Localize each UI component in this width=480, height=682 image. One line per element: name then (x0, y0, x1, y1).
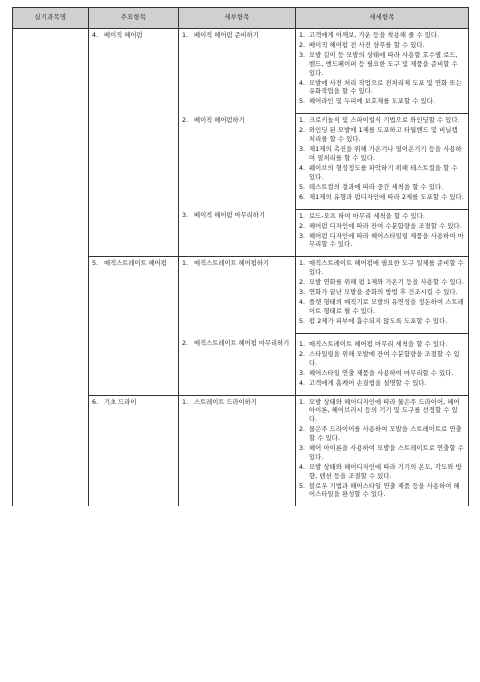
detail-item (299, 146, 465, 164)
detail-item (299, 299, 465, 317)
detail-item-text: 물은주 드라이어를 사용하여 모발을 스트레이트로 연출할 수 있다. (309, 426, 462, 442)
major-item-text: 베이직 헤어펌 (104, 32, 143, 39)
header-detail-item: 세세항목 (296, 8, 469, 29)
sub-item-cell: 2. 매직스트레이트 헤어펌 마무리하기 (179, 333, 296, 395)
detail-item-text: 고객에게 홈케어 손질법을 설명할 수 있다. (309, 379, 427, 387)
detail-item (299, 279, 465, 288)
detail-item-text: 모발 길이 등 모발의 상태에 따라 사용할 호수별 로드, 밴드, 엔드페이퍼 등 필요한 도구 및 제품을 준비할 수 있다. (309, 51, 458, 77)
detail-item (299, 233, 465, 251)
detail-item (299, 42, 465, 51)
detail-item-cell (296, 395, 469, 506)
detail-item-text: 스타일링을 위해 모발에 잔여 수분함량을 조절할 수 있다. (309, 350, 460, 367)
header-sub-item: 세부항목 (179, 8, 296, 29)
detail-item-cell (296, 209, 469, 257)
detail-item (299, 223, 465, 232)
detail-item-text: 헤어 아이론을 사용하여 모발을 스트레이트로 연출할 수 있다. (309, 444, 464, 461)
detail-item-text: 웨이브의 형성정도를 파악하기 위해 테스트컬을 할 수 있다. (309, 164, 458, 181)
major-item-cell: 5. 매직스트레이트 헤어펌 (89, 257, 179, 334)
detail-item-number: 1. (299, 340, 306, 348)
detail-item (299, 165, 465, 183)
detail-item (299, 483, 465, 501)
detail-item-number: 2. (299, 279, 306, 287)
detail-item (299, 194, 465, 203)
detail-list (296, 210, 468, 257)
detail-item-number: 6. (299, 193, 306, 201)
detail-item-text: 플랫 형태의 매직기로 모발의 유연성을 정돈하여 스트레이트 형태로 펼 수 있다. (309, 299, 464, 315)
detail-item-number: 3. (299, 444, 306, 452)
detail-item (299, 370, 465, 379)
detail-item-number: 2. (299, 41, 306, 49)
detail-item-text: 모발 상태와 헤어디자인에 따라 물은주 드라이어, 헤어 아이론, 헤어브러시 등의 기기 및 도구를 선정할 수 있다. (309, 398, 460, 424)
detail-item-number: 3. (299, 232, 306, 240)
sub-item-text: 베이직 헤어펌 준비하기 (194, 32, 259, 39)
sub-item-text: 베이직 헤어펌하기 (194, 116, 245, 124)
detail-item-text: 고객에게 어깨보, 가운 등을 착용해 줄 수 있다. (309, 32, 440, 39)
header-row (13, 8, 469, 29)
detail-item-number: 4. (299, 379, 306, 387)
sub-item-text: 매직스트레이트 헤어펌하기 (194, 260, 269, 268)
detail-item-text: 모발 상태와 헤어디자인에 따라 기기의 온도, 각도와 방향, 텐션 등을 조절할 수 있다. (309, 463, 462, 480)
detail-item (299, 289, 465, 298)
detail-list (296, 29, 468, 113)
exam-standard-table (12, 7, 469, 506)
detail-item (299, 464, 465, 482)
sub-item-cell: 1. 스트레이트 드라이하기 (179, 395, 296, 506)
detail-item (299, 399, 465, 425)
detail-item-number: 5. (299, 482, 306, 490)
detail-item (299, 260, 465, 278)
detail-item-number: 1. (299, 260, 306, 268)
detail-item-text: 헤어라인 및 두피에 보호제를 도포할 수 있다. (309, 98, 436, 106)
detail-item-text: 연화가 끝난 모발을 중화의 방법 후 건조시킬 수 있다. (309, 289, 458, 297)
detail-item-text: 테스트컬의 결과에 따라 중간 세척을 할 수 있다. (309, 183, 444, 191)
detail-list (296, 257, 468, 333)
detail-item-number: 1. (299, 212, 306, 220)
major-item-cell: 6. 기초 드라이 (89, 395, 179, 506)
detail-item-cell (296, 257, 469, 334)
detail-item-text: 로드-오프 하여 마무리 세척을 할 수 있다. (309, 212, 426, 220)
detail-item-number: 4. (299, 299, 306, 307)
detail-list (296, 334, 468, 395)
detail-item-text: 블로우 기법과 헤어스타일 연출 제품 등을 사용하여 헤어스타일을 완성할 수 있다. (309, 482, 460, 499)
detail-item-text: 헤어펌 디자인에 따라 잔여 수분함량을 조절할 수 있다. (309, 222, 462, 230)
detail-item-number: 2. (299, 127, 306, 135)
detail-item-text: 헤어펌 디자인에 따라 헤어스타일링 제품을 사용하여 마무리할 수 있다. (309, 232, 464, 249)
detail-item-number: 4. (299, 164, 306, 172)
detail-item (299, 351, 465, 369)
detail-item-number: 4. (299, 463, 306, 471)
detail-item (299, 184, 465, 193)
detail-list (296, 114, 468, 208)
detail-item-number: 5. (299, 183, 306, 191)
detail-item-cell (296, 29, 469, 114)
detail-item (299, 117, 465, 126)
detail-item (299, 445, 465, 463)
detail-item-number: 5. (299, 317, 306, 325)
detail-item-number: 3. (299, 289, 306, 297)
major-item-cell (89, 333, 179, 395)
detail-item (299, 32, 465, 41)
detail-item-number: 3. (299, 369, 306, 377)
detail-item-text: 매직스트레이트 헤어펌 마무리 세척을 할 수 있다. (309, 340, 448, 348)
sub-item-cell: 1. 베이직 헤어펌 준비하기 (179, 29, 296, 114)
detail-item-number: 5. (299, 98, 306, 106)
detail-item-number: 3. (299, 146, 306, 154)
sub-item-cell: 2. 베이직 헤어펌하기 (179, 114, 296, 209)
table-body (13, 29, 469, 507)
detail-item-text: 매직스트레이트 헤어펌에 필요한 도구 일체를 준비할 수 있다. (309, 260, 464, 277)
detail-list (296, 396, 468, 507)
sub-item-cell: 3. 베이직 헤어펌 마무리하기 (179, 209, 296, 257)
major-item-text: 기초 드라이 (104, 398, 137, 406)
detail-item-number: 4. (299, 79, 306, 87)
detail-item (299, 426, 465, 444)
detail-item-cell (296, 333, 469, 395)
detail-item-text: 베이직 헤어펌 전 사전 샴푸를 할 수 있다. (309, 41, 425, 49)
detail-item-text: 제1제의 촉진을 위해 가온기나 열이온기기 등을 사용하여 열처리를 할 수 있다. (309, 146, 462, 162)
detail-item-text: 와인딩 된 모발에 1제를 도포하고 타월밴드 및 비닐캡 처리를 할 수 있다. (309, 127, 458, 144)
header-major-item: 주요항목 (89, 8, 179, 29)
table-row (13, 29, 469, 114)
sub-item-text: 베이직 헤어펌 마무리하기 (194, 212, 265, 220)
detail-item-number: 2. (299, 222, 306, 230)
detail-item (299, 380, 465, 389)
detail-item-text: 모발 연화를 위해 펌 1제와 가온기 등을 사용할 수 있다. (309, 279, 464, 287)
sub-item-cell: 1. 매직스트레이트 헤어펌하기 (179, 257, 296, 334)
detail-item-number: 1. (299, 117, 306, 125)
major-item-cell (89, 209, 179, 257)
detail-item-text: 펌 2제가 피부에 흡수되지 않도록 도포할 수 있다. (309, 317, 448, 325)
header-subject: 실기과목명 (13, 8, 89, 29)
detail-item-number: 2. (299, 426, 306, 434)
detail-item (299, 341, 465, 350)
detail-item-number: 1. (299, 32, 306, 39)
sub-item-text: 매직스트레이트 헤어펌 마무리하기 (194, 340, 290, 348)
major-item-text: 매직스트레이트 헤어펌 (104, 260, 167, 268)
detail-item (299, 318, 465, 327)
detail-item (299, 213, 465, 222)
major-item-cell: 4. 베이직 헤어펌 (89, 29, 179, 114)
detail-item-number: 2. (299, 350, 306, 358)
detail-item (299, 80, 465, 98)
detail-item-number: 1. (299, 398, 306, 406)
sub-item-text: 스트레이트 드라이하기 (194, 398, 257, 406)
detail-item-cell (296, 114, 469, 209)
detail-item-text: 헤어스타일 연출 제품을 사용하여 마무리할 수 있다. (309, 369, 454, 377)
detail-item-text: 모발에 사전 처리 작업으로 전처리제 도포 및 연화 또는 유화작업을 할 수 있다. (309, 79, 462, 96)
major-item-cell (89, 114, 179, 209)
detail-item (299, 52, 465, 78)
detail-item (299, 98, 465, 107)
detail-item-text: 크로키놀식 및 스파이럴식 기법으로 와인딩할 수 있다. (309, 117, 460, 125)
subject-cell (13, 29, 89, 507)
detail-item-number: 3. (299, 51, 306, 59)
detail-item (299, 127, 465, 145)
detail-item-text: 제1제의 유형과 펌디자인에 따라 2제를 도포할 수 있다. (309, 193, 464, 201)
